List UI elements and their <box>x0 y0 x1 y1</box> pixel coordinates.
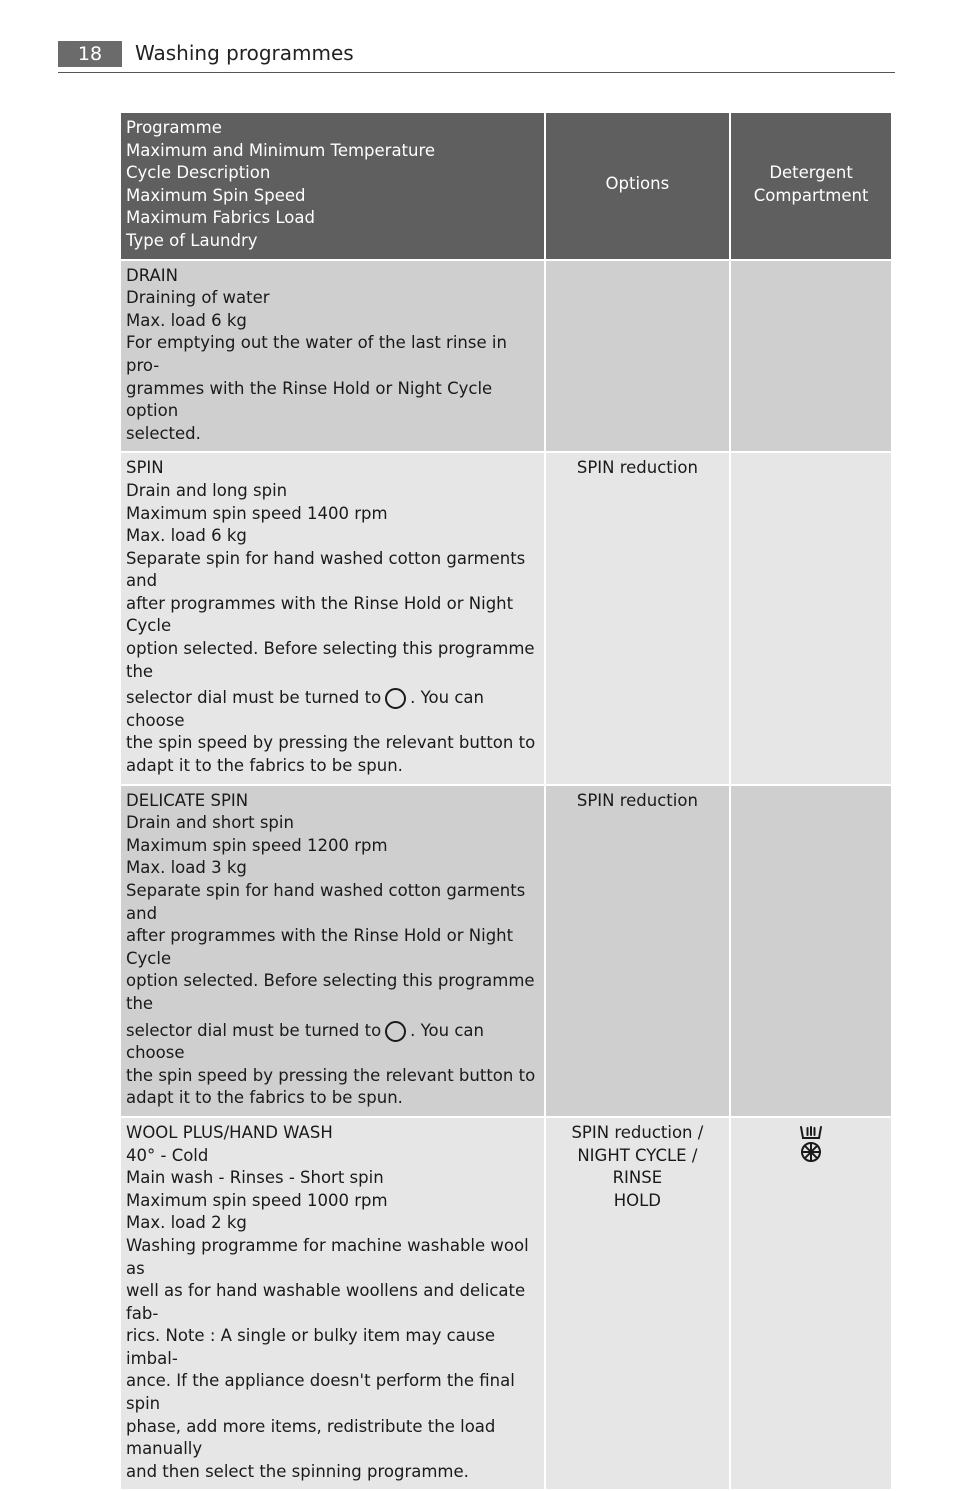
table-header-row <box>121 113 891 259</box>
programme-line: Max. load 3 kg <box>126 858 247 878</box>
programme-line: and then select the spinning programme. <box>126 1461 469 1481</box>
programme-line: adapt it to the fabrics to be spun. <box>126 1088 403 1108</box>
header-line: Type of Laundry <box>126 230 258 250</box>
header-line: Maximum and Minimum Temperature <box>126 140 436 160</box>
options-cell: SPIN reduction <box>546 453 730 783</box>
options-line: NIGHT CYCLE / RINSE <box>577 1145 698 1188</box>
detergent-cell <box>731 786 891 1116</box>
header-detergent-cell <box>731 113 891 259</box>
dial-text-after: . You can choose <box>126 1020 484 1063</box>
programme-line: Maximum spin speed 1200 rpm <box>126 835 388 855</box>
header-line: Programme <box>126 118 222 137</box>
options-cell: SPIN reduction <box>546 786 730 1116</box>
dial-text-after: . You can choose <box>126 688 484 730</box>
programme-line: adapt it to the fabrics to be spun. <box>126 756 403 776</box>
programme-cell <box>121 786 544 1116</box>
programme-line: Washing programme for machine washable wool as <box>126 1235 529 1278</box>
header-line: Maximum Fabrics Load <box>126 208 315 228</box>
programme-line: option selected. Before selecting this programme the <box>126 971 535 1013</box>
page-number: 18 <box>58 41 122 67</box>
hand-wash-wool-icon <box>798 1124 824 1164</box>
programme-line: Drain and short spin <box>126 813 294 833</box>
programme-line: Draining of water <box>126 288 270 308</box>
programme-line: Drain and long spin <box>126 480 288 500</box>
programmes-table <box>119 111 893 1491</box>
programme-line: Separate spin for hand washed cotton garments and <box>126 881 526 923</box>
programme-line: DELICATE SPIN <box>126 790 249 810</box>
header-programme-cell <box>121 113 544 259</box>
detergent-cell <box>731 261 891 452</box>
header-line: Compartment <box>753 185 869 205</box>
programme-line: Max. load 6 kg <box>126 526 247 546</box>
programme-line <box>126 687 539 732</box>
programme-cell <box>121 1118 544 1490</box>
programme-line <box>126 1020 539 1065</box>
programme-line: Main wash - Rinses - Short spin <box>126 1168 384 1188</box>
detergent-cell <box>731 453 891 783</box>
programme-line: after programmes with the Rinse Hold or Night Cycle <box>126 926 514 968</box>
programme-line: DRAIN <box>126 265 178 285</box>
table-row <box>121 261 891 452</box>
header-line: Cycle Description <box>126 163 271 183</box>
options-line: SPIN reduction / <box>571 1122 704 1142</box>
options-cell <box>546 261 730 452</box>
programme-line: Maximum spin speed 1400 rpm <box>126 503 388 523</box>
table-row <box>121 1118 891 1490</box>
programme-line: Separate spin for hand washed cotton garments and <box>126 548 526 591</box>
programme-line: ance. If the appliance doesn't perform the final spin <box>126 1371 515 1414</box>
header-options-cell: Options <box>546 113 730 259</box>
selector-dial-off-icon <box>385 688 406 709</box>
programme-line: phase, add more items, redistribute the load manually <box>126 1416 496 1459</box>
programme-line: the spin speed by pressing the relevant button to <box>126 1065 536 1085</box>
programme-line: grammes with the Rinse Hold or Night Cycle option <box>126 378 493 421</box>
programme-line: Max. load 2 kg <box>126 1213 247 1233</box>
table-row <box>121 453 891 783</box>
options-line: HOLD <box>613 1190 662 1210</box>
page-title: Washing programmes <box>135 41 354 65</box>
programme-line: 40° - Cold <box>126 1145 209 1165</box>
programme-line: Max. load 6 kg <box>126 310 247 330</box>
dial-text-before: selector dial must be turned to <box>126 1020 382 1040</box>
programme-cell <box>121 261 544 452</box>
header-line: Maximum Spin Speed <box>126 185 306 205</box>
programme-cell <box>121 453 544 783</box>
table-row <box>121 786 891 1116</box>
programme-line: rics. Note : A single or bulky item may cause imbal- <box>126 1326 495 1368</box>
dial-text-before: selector dial must be turned to <box>126 688 382 708</box>
selector-dial-off-icon <box>385 1021 406 1042</box>
detergent-cell <box>731 1118 891 1490</box>
programme-line: Maximum spin speed 1000 rpm <box>126 1190 388 1210</box>
programme-line: the spin speed by pressing the relevant button to <box>126 733 536 753</box>
programme-line: option selected. Before selecting this programme the <box>126 639 535 681</box>
programme-line: WOOL PLUS/HAND WASH <box>126 1122 333 1142</box>
programme-line: For emptying out the water of the last rinse in pro- <box>126 333 507 375</box>
page-header <box>58 40 895 73</box>
header-line: Detergent <box>769 163 853 183</box>
programme-line: well as for hand washable woollens and delicate fab- <box>126 1281 526 1323</box>
programme-line: SPIN <box>126 458 164 478</box>
programme-line: selected. <box>126 423 201 443</box>
programme-line: after programmes with the Rinse Hold or Night Cycle <box>126 593 514 636</box>
options-cell <box>546 1118 730 1490</box>
